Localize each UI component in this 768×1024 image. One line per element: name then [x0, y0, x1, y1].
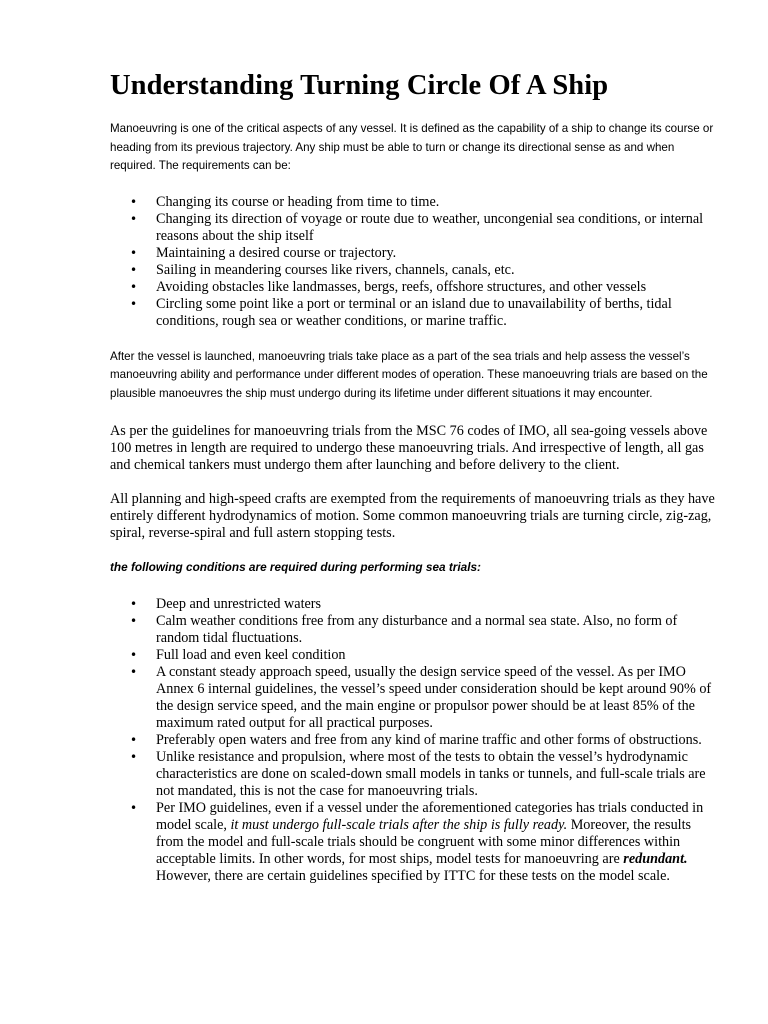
page-title: Understanding Turning Circle Of A Ship — [110, 70, 609, 101]
list-item: • Sailing in meandering courses like rivers, channels, canals, etc. — [110, 262, 715, 279]
bold-italic-text: redundant. — [623, 851, 688, 867]
conditions-heading: the following conditions are required during performing sea trials: — [110, 560, 481, 574]
text-run: Moreover, the results from the model and full-scale trials should be congruent with some minor differences within acceptable limits. In other words, for most ships, model tests for manoeuvring are — [156, 817, 692, 867]
text-run: Per IMO guidelines, even if a vessel under the aforementioned categories has trials conducted in model scale, — [156, 800, 704, 833]
list-item — [110, 800, 715, 885]
list-item: • Full load and even keel condition — [110, 647, 715, 664]
list-item: • Maintaining a desired course or trajectory. — [110, 245, 715, 262]
list-item: • Calm weather conditions free from any disturbance and a normal sea state. Also, no form of random tidal fluctuations. — [110, 613, 715, 647]
list-item: • A constant steady approach speed, usually the design service speed of the vessel. As per IMO Annex 6 internal guidelines, the vessel’s speed under consideration should be kept around 90% of the design service speed, and the main engine or propulsor power should be at least 85% of the maximum rated output for all practical purposes. — [110, 664, 715, 732]
exemptions-paragraph: All planning and high-speed crafts are exempted from the requirements of manoeuvring trials as they have entirely different hydrodynamics of motion. Some common manoeuvring trials are turning circle, zig-zag, spiral, reverse-spiral and full astern stopping tests. — [110, 491, 715, 541]
list-item: • Deep and unrestricted waters — [110, 596, 715, 613]
intro-paragraph: Manoeuvring is one of the critical aspects of any vessel. It is defined as the capability of a ship to change its course or heading from its previous trajectory. Any ship must be able to turn or change its directional sense as and when required. The requirements can be: — [110, 122, 714, 172]
list-item: • Changing its course or heading from time to time. — [110, 194, 715, 211]
list-item: • Changing its direction of voyage or route due to weather, uncongenial sea conditions, or internal reasons about the ship itself — [110, 211, 715, 245]
italic-text: it must undergo full-scale trials after the ship is fully ready. — [230, 817, 568, 833]
requirements-list — [110, 194, 715, 330]
text-run: However, there are certain guidelines specified by ITTC for these tests on the model scale. — [156, 868, 670, 884]
list-item: • Circling some point like a port or terminal or an island due to unavailability of berths, tidal conditions, rough sea or weather conditions, or marine traffic. — [110, 296, 715, 330]
document-page — [110, 66, 715, 902]
guidelines-paragraph: As per the guidelines for manoeuvring trials from the MSC 76 codes of IMO, all sea-going vessels above 100 metres in length are required to undergo these manoeuvring trials. And irrespective of length, all gas and chemical tankers must undergo them after launching and before delivery to the client. — [110, 423, 708, 473]
list-item: • Preferably open waters and free from any kind of marine traffic and other forms of obstructions. — [110, 732, 715, 749]
list-item: • Unlike resistance and propulsion, where most of the tests to obtain the vessel’s hydrodynamic characteristics are done on scaled-down small models in tanks or tunnels, and full-scale trials are not mandated, this is not the case for manoeuvring trials. — [110, 749, 715, 800]
list-item: • Avoiding obstacles like landmasses, bergs, reefs, offshore structures, and other vessels — [110, 279, 715, 296]
trials-paragraph: After the vessel is launched, manoeuvring trials take place as a part of the sea trials and help assess the vessel’s manoeuvring ability and performance under different modes of operation. These manoeuvring trials are based on the plausible manoeuvres the ship must undergo during its lifetime under different situations it may encounter. — [110, 349, 708, 400]
conditions-list — [110, 596, 715, 885]
